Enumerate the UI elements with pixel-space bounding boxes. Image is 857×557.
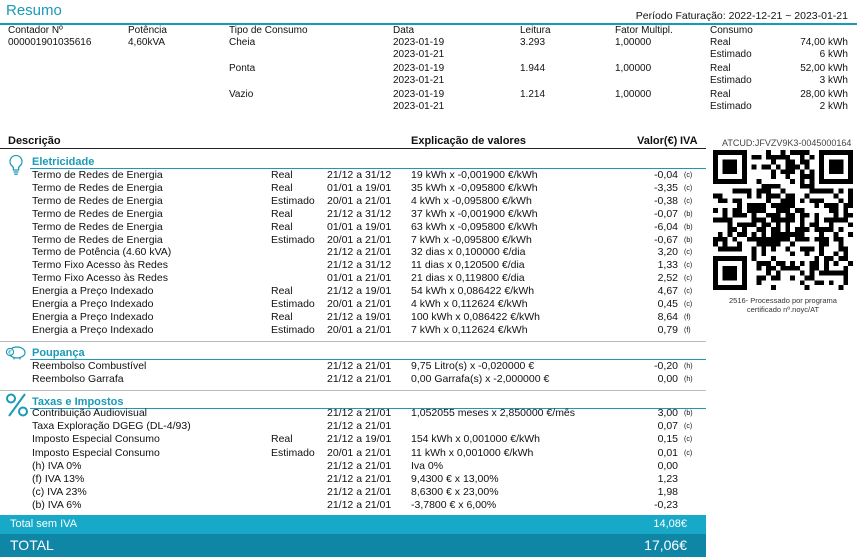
item-reading-type: Estimado	[271, 446, 315, 459]
item-explanation: 35 kWh x -0,095800 €/kWh	[411, 181, 538, 194]
reading-fator: 1,00000	[615, 89, 652, 100]
item-value: 1,98	[657, 486, 678, 499]
item-period: 20/01 a 21/01	[327, 446, 392, 459]
item-description: (b) IVA 6%	[32, 499, 82, 512]
item-explanation: 100 kWh x 0,086422 €/kWh	[411, 310, 540, 323]
item-explanation: 4 kWh x -0,095800 €/kWh	[411, 194, 532, 207]
item-iva-code: (c)	[684, 172, 693, 179]
item-period: 21/12 a 19/01	[327, 310, 392, 323]
line-item	[0, 259, 706, 272]
label-contador: Contador Nº	[8, 25, 63, 36]
item-iva-code: (c)	[684, 301, 693, 308]
item-period: 21/12 a 21/01	[327, 473, 392, 485]
item-explanation: -3,7800 € x 6,00%	[411, 499, 497, 512]
line-item	[0, 373, 706, 386]
item-description: Termo Fixo Acesso às Redes	[32, 272, 168, 285]
item-explanation: 4 kWh x 0,112624 €/kWh	[411, 298, 528, 310]
line-item	[0, 420, 706, 433]
reading-fator: 1,00000	[615, 63, 652, 74]
item-period: 21/12 a 21/01	[327, 459, 392, 472]
item-reading-type: Estimado	[271, 233, 315, 246]
certification-note: 2516- Processado por programa certificado nº.noyc/AT	[729, 296, 837, 314]
line-item	[0, 272, 706, 285]
table-header-divider	[0, 148, 706, 149]
item-reading-type: Real	[271, 207, 293, 220]
line-item	[0, 285, 706, 298]
line-item	[0, 195, 706, 208]
item-reading-type: Estimado	[271, 323, 315, 336]
item-explanation: 9,4300 € x 13,00%	[411, 473, 499, 485]
potencia-value: 4,60kVA	[128, 37, 166, 48]
consumo-value-2: 2 kWh	[819, 101, 848, 112]
col-valor: Valor(€)	[637, 135, 678, 147]
item-explanation: 21 dias x 0,119800 €/dia	[411, 272, 525, 285]
label-leitura: Leitura	[520, 25, 551, 36]
item-period: 21/12 a 21/01	[327, 360, 392, 372]
total-value: 17,06€	[644, 537, 687, 553]
reading-date-to: 2023-01-21	[393, 101, 445, 112]
item-iva-code: (f)	[684, 326, 691, 334]
item-explanation: 154 kWh x 0,001000 €/kWh	[411, 433, 540, 446]
item-period: 01/01 a 19/01	[327, 220, 392, 233]
item-period: 21/12 a 31/12	[327, 259, 392, 272]
section-eletricidade-title: Eletricidade	[32, 156, 95, 168]
item-iva-code: (c)	[684, 249, 693, 257]
line-item	[0, 246, 706, 259]
consumo-value-2: 6 kWh	[819, 49, 848, 60]
item-description: Termo de Redes de Energia	[32, 169, 163, 181]
total-sem-iva-value: 14,08€	[653, 518, 687, 530]
item-description: Energia a Preço Indexado	[32, 285, 154, 298]
item-value: 0,00	[657, 372, 678, 385]
item-value: -0,67	[654, 233, 678, 246]
consumo-value-1: 74,00 kWh	[800, 37, 848, 48]
item-period: 20/01 a 21/01	[327, 233, 392, 246]
item-value: -0,20	[654, 360, 678, 372]
item-value: 0,79	[657, 323, 678, 336]
contador-value: 000001901035616	[8, 37, 92, 48]
col-descricao: Descrição	[8, 135, 61, 147]
line-item	[0, 447, 706, 460]
item-iva-code: (c)	[684, 288, 693, 296]
item-description: Termo de Redes de Energia	[32, 233, 163, 246]
label-potencia: Potência	[128, 25, 167, 36]
item-reading-type: Real	[271, 220, 293, 233]
item-description: Termo Fixo Acesso às Redes	[32, 259, 168, 272]
item-period: 21/12 a 31/12	[327, 207, 392, 220]
item-explanation: 63 kWh x -0,095800 €/kWh	[411, 220, 538, 233]
item-description: Termo de Redes de Energia	[32, 207, 163, 220]
consumo-type-1: Real	[710, 37, 731, 48]
consumo-type-2: Estimado	[710, 75, 752, 86]
item-description: (c) IVA 23%	[32, 486, 87, 499]
reading-date-from: 2023-01-19	[393, 37, 445, 48]
item-description: Imposto Especial Consumo	[32, 446, 160, 459]
consumo-type-1: Real	[710, 63, 731, 74]
item-explanation: 37 kWh x -0,001900 €/kWh	[411, 207, 538, 220]
item-description: Energia a Preço Indexado	[32, 323, 154, 336]
line-item	[0, 221, 706, 234]
line-item	[0, 298, 706, 311]
item-value: -3,35	[654, 181, 678, 194]
line-item	[0, 182, 706, 195]
label-tipo-consumo: Tipo de Consumo	[229, 25, 308, 36]
line-item	[0, 473, 706, 486]
item-explanation: 7 kWh x -0,095800 €/kWh	[411, 233, 532, 246]
item-period: 21/12 a 19/01	[327, 285, 392, 298]
item-explanation: Iva 0%	[411, 459, 444, 472]
reading-fator: 1,00000	[615, 37, 652, 48]
item-explanation: 7 kWh x 0,112624 €/kWh	[411, 323, 528, 336]
line-item	[0, 486, 706, 499]
item-value: 2,52	[657, 272, 678, 285]
consumo-type-1: Real	[710, 89, 731, 100]
item-period: 21/12 a 19/01	[327, 433, 392, 446]
item-reading-type: Real	[271, 310, 293, 323]
item-period: 21/12 a 21/01	[327, 246, 392, 259]
item-value: 0,15	[657, 433, 678, 446]
item-explanation: 11 kWh x 0,001000 €/kWh	[411, 446, 534, 459]
item-value: 1,23	[657, 473, 678, 485]
item-iva-code: (h)	[684, 363, 693, 370]
line-item	[0, 499, 706, 512]
item-value: -0,38	[654, 194, 678, 207]
item-description: Termo de Potência (4.60 kVA)	[32, 246, 172, 259]
item-description: Termo de Redes de Energia	[32, 181, 163, 194]
billing-period: Período Faturação: 2022-12-21 ~ 2023-01-21	[635, 10, 848, 22]
item-explanation: 32 dias x 0,100000 €/dia	[411, 246, 526, 259]
item-value: -0,04	[654, 169, 678, 181]
line-item	[0, 324, 706, 337]
consumo-type-2: Estimado	[710, 101, 752, 112]
label-data: Data	[393, 25, 415, 36]
item-value: 0,01	[657, 446, 678, 459]
item-iva-code: (c)	[684, 197, 693, 205]
item-period: 21/12 a 31/12	[327, 169, 392, 181]
consumo-value-1: 52,00 kWh	[800, 63, 848, 74]
page-title: Resumo	[6, 2, 62, 19]
item-period: 20/01 a 21/01	[327, 323, 392, 336]
total-sem-iva-bar	[0, 515, 706, 534]
item-reading-type: Real	[271, 285, 293, 298]
section-taxas-title: Taxas e Impostos	[32, 396, 124, 408]
item-explanation: 8,6300 € x 23,00%	[411, 486, 499, 499]
item-description: Termo de Redes de Energia	[32, 220, 163, 233]
line-item	[0, 433, 706, 446]
label-fator: Fator Multipl.	[615, 25, 673, 36]
item-iva-code: (c)	[684, 449, 693, 457]
item-description: Reembolso Garrafa	[32, 372, 124, 385]
consumo-type-2: Estimado	[710, 49, 752, 60]
line-item	[0, 234, 706, 247]
item-value: -0,07	[654, 207, 678, 220]
item-explanation: 0,00 Garrafa(s) x -2,000000 €	[411, 372, 550, 385]
item-reading-type: Real	[271, 181, 293, 194]
item-value: 8,64	[657, 310, 678, 323]
qr-code	[713, 150, 853, 290]
item-value: 1,33	[657, 259, 678, 272]
item-reading-type: Estimado	[271, 298, 315, 310]
item-value: 0,45	[657, 298, 678, 310]
item-iva-code: (h)	[684, 375, 693, 383]
reading-date-from: 2023-01-19	[393, 89, 445, 100]
item-explanation: 9,75 Litro(s) x -0,020000 €	[411, 360, 535, 372]
section-divider	[0, 341, 706, 342]
item-description: Reembolso Combustível	[32, 360, 147, 372]
item-iva-code: (f)	[684, 313, 691, 321]
consumo-value-2: 3 kWh	[819, 75, 848, 86]
item-value: 3,20	[657, 246, 678, 259]
reading-value: 1.944	[520, 63, 546, 74]
item-description: Energia a Preço Indexado	[32, 310, 154, 323]
item-period: 21/12 a 21/01	[327, 486, 392, 499]
col-iva: IVA	[680, 135, 698, 147]
item-iva-code: (b)	[684, 223, 693, 231]
svg-text:€: €	[8, 349, 12, 357]
item-period: 21/12 a 21/01	[327, 499, 392, 512]
section-divider	[0, 390, 706, 391]
item-explanation: 11 dias x 0,120500 €/dia	[411, 259, 525, 272]
line-item	[0, 311, 706, 324]
item-description: Energia a Preço Indexado	[32, 298, 154, 310]
line-item	[0, 360, 706, 373]
item-period: 01/01 a 19/01	[327, 181, 392, 194]
item-period: 20/01 a 21/01	[327, 194, 392, 207]
item-value: -6,04	[654, 220, 678, 233]
item-period: 21/12 a 21/01	[327, 372, 392, 385]
line-item	[0, 460, 706, 473]
item-period: 21/12 a 21/01	[327, 407, 392, 419]
section-poupanca-title: Poupança	[32, 347, 85, 359]
col-explicacao: Explicação de valores	[411, 135, 526, 147]
item-description: Taxa Exploração DGEG (DL-4/93)	[32, 420, 191, 433]
item-value: 0,07	[657, 420, 678, 433]
item-explanation: 54 kWh x 0,086422 €/kWh	[411, 285, 535, 298]
item-description: Contribuição Audiovisual	[32, 407, 147, 419]
line-item	[0, 208, 706, 221]
label-consumo: Consumo	[710, 25, 753, 36]
item-explanation: 1,052055 meses x 2,850000 €/mês	[411, 407, 576, 419]
reading-tipo: Vazio	[229, 89, 254, 100]
item-period: 01/01 a 21/01	[327, 272, 392, 285]
item-iva-code: (b)	[684, 210, 693, 218]
item-description: (h) IVA 0%	[32, 459, 82, 472]
consumo-value-1: 28,00 kWh	[800, 89, 848, 100]
line-item	[0, 407, 706, 420]
line-item	[0, 169, 706, 182]
item-iva-code: (c)	[684, 184, 693, 192]
reading-date-to: 2023-01-21	[393, 75, 445, 86]
item-value: 0,00	[657, 459, 678, 472]
item-description: (f) IVA 13%	[32, 473, 85, 485]
piggy-bank-icon	[5, 344, 27, 360]
item-value: 4,67	[657, 285, 678, 298]
reading-value: 3.293	[520, 37, 546, 48]
total-label: TOTAL	[10, 537, 54, 553]
item-reading-type: Estimado	[271, 194, 315, 207]
item-value: -0,23	[654, 499, 678, 512]
item-description: Termo de Redes de Energia	[32, 194, 163, 207]
reading-tipo: Cheia	[229, 37, 256, 48]
total-sem-iva-label: Total sem IVA	[10, 518, 78, 530]
item-explanation: 19 kWh x -0,001900 €/kWh	[411, 169, 538, 181]
item-reading-type: Real	[271, 169, 293, 181]
item-reading-type: Real	[271, 433, 293, 446]
item-description: Imposto Especial Consumo	[32, 433, 160, 446]
item-iva-code: (c)	[684, 275, 693, 283]
item-iva-code: (b)	[684, 410, 693, 417]
item-iva-code: (c)	[684, 436, 693, 444]
reading-value: 1.214	[520, 89, 546, 100]
item-iva-code: (c)	[684, 423, 693, 431]
item-iva-code: (b)	[684, 236, 693, 244]
item-period: 21/12 a 21/01	[327, 420, 392, 433]
item-period: 20/01 a 21/01	[327, 298, 392, 310]
reading-date-to: 2023-01-21	[393, 49, 445, 60]
item-iva-code: (c)	[684, 262, 693, 270]
total-bar	[0, 534, 706, 557]
item-value: 3,00	[657, 407, 678, 419]
atcud-code: ATCUD:JFVZV9K3-0045000164	[722, 138, 852, 148]
reading-tipo: Ponta	[229, 63, 256, 74]
reading-date-from: 2023-01-19	[393, 63, 445, 74]
